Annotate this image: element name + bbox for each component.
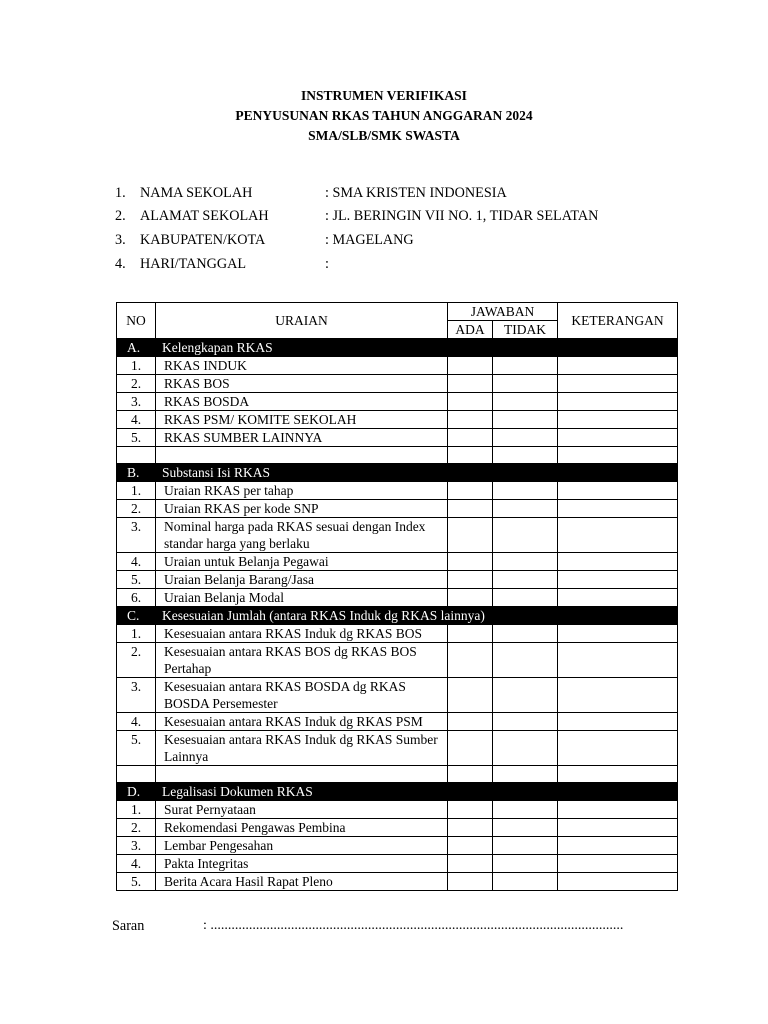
table-row [117,713,678,731]
ada-cell[interactable] [448,713,493,731]
tidak-cell[interactable] [493,482,558,500]
row-uraian: Kesesuaian antara RKAS Induk dg RKAS Sumber Lainnya [156,731,448,766]
table-row [117,801,678,819]
table-row [117,375,678,393]
tidak-cell[interactable] [493,678,558,713]
row-uraian: Kesesuaian antara RKAS Induk dg RKAS BOS [156,625,448,643]
keterangan-cell[interactable] [558,411,678,429]
table-row [117,855,678,873]
info-number: 2. [115,208,126,224]
header-jawaban: JAWABAN [448,303,558,321]
row-uraian: Surat Pernyataan [156,801,448,819]
row-number: 4. [117,713,156,731]
table-row [117,482,678,500]
row-number: 3. [117,518,156,553]
row-uraian: Lembar Pengesahan [156,837,448,855]
row-number: 2. [117,375,156,393]
row-uraian: RKAS INDUK [156,357,448,375]
row-uraian: Uraian RKAS per tahap [156,482,448,500]
table-row [117,393,678,411]
keterangan-cell[interactable] [558,801,678,819]
row-uraian: Uraian RKAS per kode SNP [156,500,448,518]
section-letter: A. [117,339,156,357]
keterangan-cell[interactable] [558,873,678,891]
tidak-cell[interactable] [493,411,558,429]
row-number: 5. [117,571,156,589]
row-number: 5. [117,873,156,891]
tidak-cell[interactable] [493,393,558,411]
saran-input-line[interactable]: : ...................................................................................................................... [203,918,624,933]
tidak-cell[interactable] [493,643,558,678]
row-number: 1. [117,357,156,375]
table-row [117,589,678,607]
row-uraian: RKAS BOS [156,375,448,393]
section-letter: D. [117,783,156,801]
keterangan-cell[interactable] [558,553,678,571]
info-value: : JL. BERINGIN VII NO. 1, TIDAR SELATAN [325,208,599,224]
table-row [117,643,678,678]
table-row [117,429,678,447]
keterangan-cell[interactable] [558,625,678,643]
info-value: : MAGELANG [325,232,414,248]
table-row [117,500,678,518]
ada-cell[interactable] [448,518,493,553]
row-uraian: Pakta Integritas [156,855,448,873]
table-row [117,357,678,375]
keterangan-cell[interactable] [558,837,678,855]
row-number: 3. [117,837,156,855]
tidak-cell[interactable] [493,357,558,375]
tidak-cell[interactable] [493,375,558,393]
saran-label: Saran [112,918,145,934]
row-uraian: Kesesuaian antara RKAS Induk dg RKAS PSM [156,713,448,731]
table-row [117,837,678,855]
row-number: 2. [117,500,156,518]
row-number: 5. [117,429,156,447]
keterangan-cell[interactable] [558,518,678,553]
info-value: : SMA KRISTEN INDONESIA [325,185,507,201]
row-number: 1. [117,482,156,500]
row-number: 3. [117,393,156,411]
info-value: : [325,256,329,272]
section-header-a [117,339,678,357]
document-title-line-3: SMA/SLB/SMK SWASTA [308,128,460,143]
tidak-cell[interactable] [493,873,558,891]
header-keterangan: KETERANGAN [558,303,678,339]
ada-cell[interactable] [448,873,493,891]
ada-cell[interactable] [448,801,493,819]
info-number: 1. [115,185,126,201]
section-letter: C. [117,607,156,625]
ada-cell[interactable] [448,482,493,500]
table-row [117,571,678,589]
row-number: 4. [117,411,156,429]
section-title: Legalisasi Dokumen RKAS [156,783,678,801]
verification-table [116,302,678,891]
keterangan-cell[interactable] [558,429,678,447]
keterangan-cell[interactable] [558,855,678,873]
table-row [117,819,678,837]
row-number: 1. [117,625,156,643]
keterangan-cell[interactable] [558,819,678,837]
tidak-cell[interactable] [493,589,558,607]
tidak-cell[interactable] [493,837,558,855]
tidak-cell[interactable] [493,731,558,766]
tidak-cell[interactable] [493,855,558,873]
row-number: 1. [117,801,156,819]
table-row [117,625,678,643]
row-number: 2. [117,819,156,837]
ada-cell[interactable] [448,553,493,571]
row-number: 2. [117,643,156,678]
row-number: 6. [117,589,156,607]
keterangan-cell[interactable] [558,500,678,518]
tidak-cell[interactable] [493,429,558,447]
header-uraian: URAIAN [156,303,448,339]
header-no: NO [117,303,156,339]
keterangan-cell[interactable] [558,678,678,713]
blank-row [117,447,678,464]
tidak-cell[interactable] [493,713,558,731]
ada-cell[interactable] [448,429,493,447]
table-row [117,731,678,766]
row-uraian: RKAS SUMBER LAINNYA [156,429,448,447]
section-letter: B. [117,464,156,482]
blank-row [117,766,678,783]
keterangan-cell[interactable] [558,643,678,678]
row-number: 4. [117,855,156,873]
row-number: 4. [117,553,156,571]
ada-cell[interactable] [448,357,493,375]
info-label: NAMA SEKOLAH [140,185,253,201]
info-number: 3. [115,232,126,248]
row-uraian: Kesesuaian antara RKAS BOSDA dg RKAS BOSDA Persemester [156,678,448,713]
tidak-cell[interactable] [493,571,558,589]
section-title: Kelengkapan RKAS [156,339,678,357]
tidak-cell[interactable] [493,500,558,518]
tidak-cell[interactable] [493,553,558,571]
info-label: HARI/TANGGAL [140,256,247,272]
ada-cell[interactable] [448,731,493,766]
tidak-cell[interactable] [493,625,558,643]
section-header-b [117,464,678,482]
row-uraian: Uraian Belanja Modal [156,589,448,607]
keterangan-cell[interactable] [558,482,678,500]
info-label: KABUPATEN/KOTA [140,232,266,248]
ada-cell[interactable] [448,589,493,607]
info-number: 4. [115,256,126,272]
document-title-line-2: PENYUSUNAN RKAS TAHUN ANGGARAN 2024 [235,108,533,123]
section-header-c [117,607,678,625]
ada-cell[interactable] [448,393,493,411]
row-number: 5. [117,731,156,766]
row-uraian: Kesesuaian antara RKAS BOS dg RKAS BOS Pertahap [156,643,448,678]
ada-cell[interactable] [448,500,493,518]
tidak-cell[interactable] [493,801,558,819]
keterangan-cell[interactable] [558,393,678,411]
header-tidak: TIDAK [493,321,558,339]
ada-cell[interactable] [448,643,493,678]
ada-cell[interactable] [448,625,493,643]
ada-cell[interactable] [448,375,493,393]
ada-cell[interactable] [448,819,493,837]
keterangan-cell[interactable] [558,375,678,393]
row-uraian: Berita Acara Hasil Rapat Pleno [156,873,448,891]
document-title-line-1: INSTRUMEN VERIFIKASI [301,88,467,103]
table-row [117,678,678,713]
row-uraian: Uraian Belanja Barang/Jasa [156,571,448,589]
tidak-cell[interactable] [493,819,558,837]
table-row [117,518,678,553]
table-row [117,411,678,429]
ada-cell[interactable] [448,678,493,713]
table-row [117,873,678,891]
header-ada: ADA [448,321,493,339]
tidak-cell[interactable] [493,518,558,553]
row-uraian: Uraian untuk Belanja Pegawai [156,553,448,571]
section-title: Substansi Isi RKAS [156,464,678,482]
info-label: ALAMAT SEKOLAH [140,208,269,224]
keterangan-cell[interactable] [558,571,678,589]
row-number: 3. [117,678,156,713]
table-row [117,553,678,571]
ada-cell[interactable] [448,411,493,429]
row-uraian: RKAS BOSDA [156,393,448,411]
row-uraian: Rekomendasi Pengawas Pembina [156,819,448,837]
ada-cell[interactable] [448,855,493,873]
row-uraian: Nominal harga pada RKAS sesuai dengan Index standar harga yang berlaku [156,518,448,553]
keterangan-cell[interactable] [558,713,678,731]
ada-cell[interactable] [448,837,493,855]
section-header-d [117,783,678,801]
ada-cell[interactable] [448,571,493,589]
row-uraian: RKAS PSM/ KOMITE SEKOLAH [156,411,448,429]
keterangan-cell[interactable] [558,731,678,766]
section-title: Kesesuaian Jumlah (antara RKAS Induk dg RKAS lainnya) [156,607,678,625]
keterangan-cell[interactable] [558,589,678,607]
keterangan-cell[interactable] [558,357,678,375]
